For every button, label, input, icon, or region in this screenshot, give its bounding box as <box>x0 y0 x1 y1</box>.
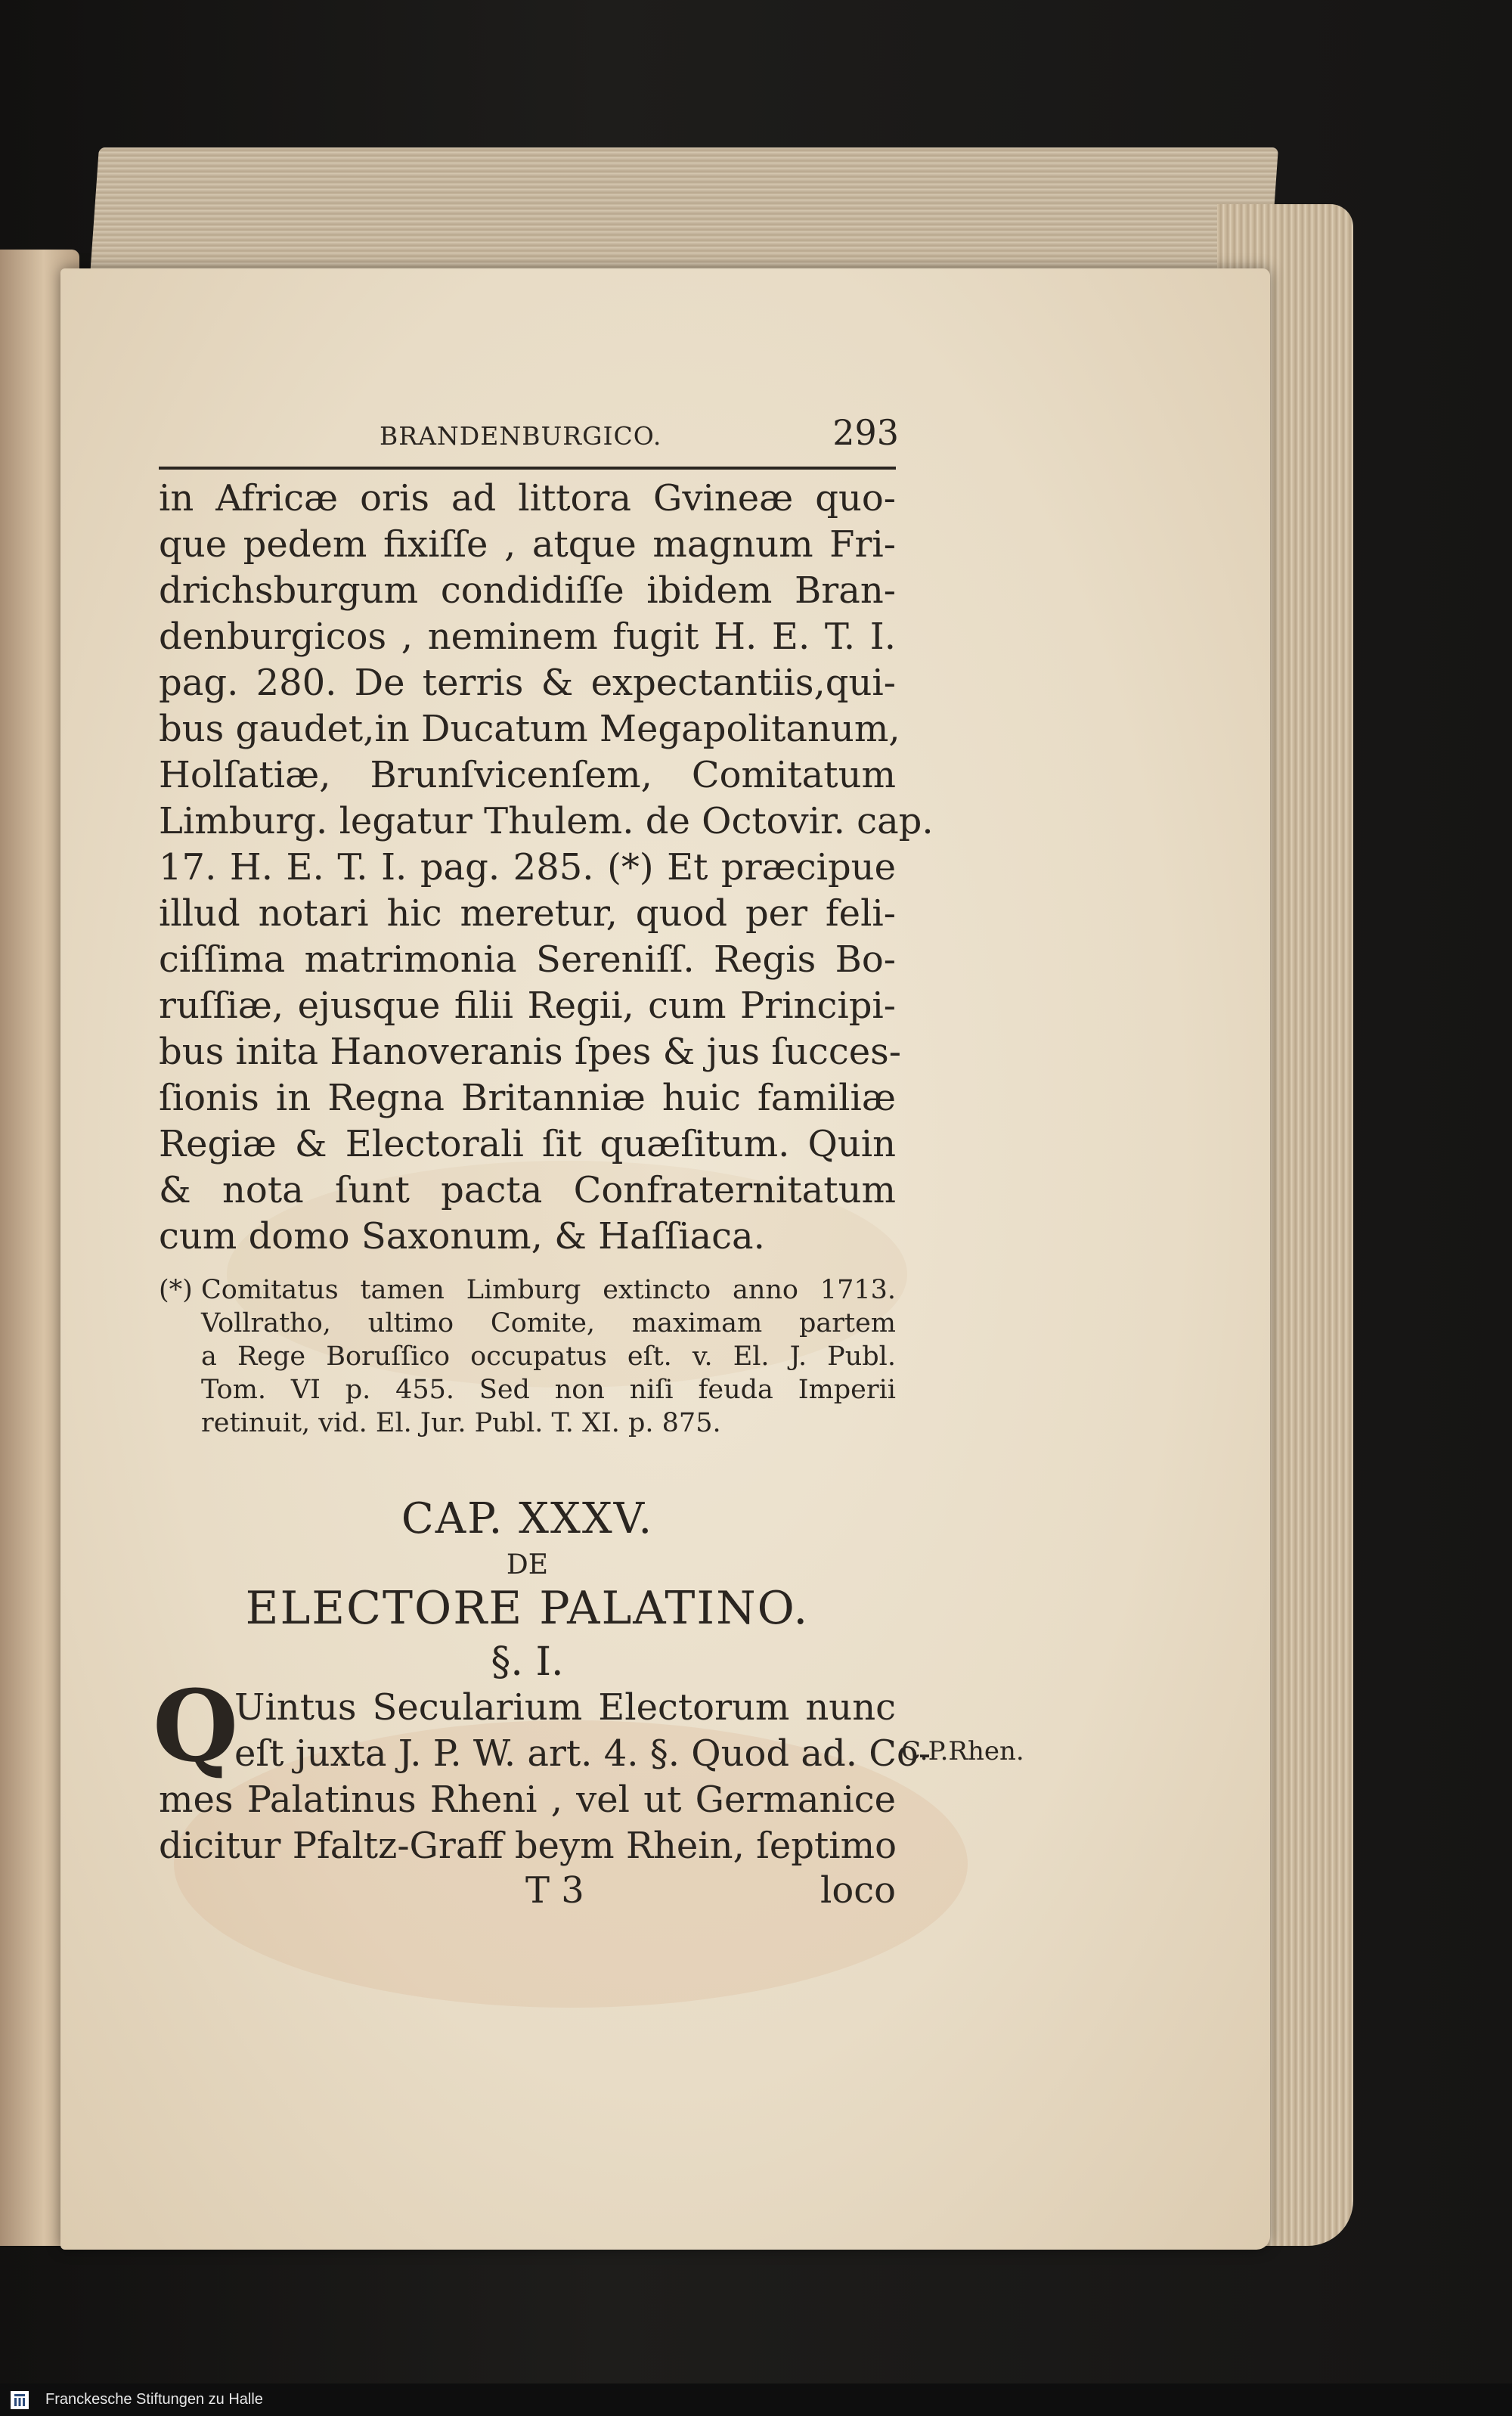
text-line: bus inita Hanoveranis ſpes & jus ſucces- <box>159 1031 902 1073</box>
chapter-de: DE <box>506 1549 549 1580</box>
header-rule <box>159 467 896 470</box>
first-paragraph <box>153 1668 931 1869</box>
text-line: Uintus Secularium Electorum nunc <box>234 1686 896 1729</box>
footer-bar <box>0 2383 1512 2416</box>
text-line: denburgicos , neminem fugit H. E. T. I. <box>159 616 896 658</box>
text-line: ciſſima matrimonia Sereniſſ. Regis Bo- <box>159 938 896 981</box>
running-head-title: BRANDENBURGICO. <box>380 421 662 451</box>
margin-note: C.P.Rhen. <box>901 1736 1024 1766</box>
chapter-title: CAP. XXXV. <box>401 1494 654 1543</box>
chapter-subject: ELECTORE PALATINO. <box>245 1582 810 1635</box>
text-line: & nota ſunt pacta Confraternitatum <box>159 1169 896 1211</box>
footnote <box>159 1273 896 1440</box>
text-line: ſionis in Regna Britanniæ huic familiæ <box>159 1077 896 1119</box>
section-mark: §. I. <box>491 1639 564 1685</box>
drop-cap: Q <box>153 1668 239 1784</box>
text-line: drichsburgum condidiſſe ibidem Bran- <box>159 569 896 612</box>
footnote-marker: (*) <box>159 1275 193 1305</box>
text-line: Limburg. legatur Thulem. de Octovir. cap. <box>159 800 934 842</box>
text-line: Holſatiæ, Brunſvicenſem, Comitatum <box>159 754 896 796</box>
footnote-line: Tom. VI p. 455. Sed non niſi feuda Imperii <box>201 1375 896 1405</box>
catchword: loco <box>820 1869 896 1912</box>
footnote-line: a Rege Boruſſico occupatus eſt. v. El. J. Publ. <box>201 1341 896 1372</box>
signature-row <box>159 1869 896 1913</box>
text-line: eſt juxta J. P. W. art. 4. §. Quod ad. Co- <box>234 1732 931 1775</box>
text-line: in Africæ oris ad littora Gvineæ quo- <box>159 477 896 519</box>
text-line: bus gaudet,in Ducatum Megapolitanum, <box>159 708 900 750</box>
text-line: pag. 280. De terris & expectantiis,qui- <box>159 662 896 704</box>
text-line: illud notari hic meretur, quod per feli- <box>159 892 896 935</box>
main-text <box>159 476 934 1260</box>
institution-logo-icon <box>9 2390 30 2411</box>
text-line: 17. H. E. T. I. pag. 285. (*) Et præcipue <box>159 846 896 889</box>
text-line: ruſſiæ, ejusque filii Regii, cum Principi- <box>159 985 896 1027</box>
text-line: que pedem fixiſſe , atque magnum Fri- <box>159 523 896 566</box>
text-block <box>153 412 934 1913</box>
signature-mark: T 3 <box>525 1869 584 1912</box>
running-head <box>159 412 899 467</box>
page-number: 293 <box>832 412 899 453</box>
footer-credit: Franckesche Stiftungen zu Halle <box>45 2391 263 2408</box>
text-line: cum domo Saxonum, & Haſſiaca. <box>159 1215 765 1258</box>
text-line: mes Palatinus Rheni , vel ut Germanice <box>159 1779 896 1821</box>
footnote-line: Vollratho, ultimo Comite, maximam partem <box>201 1308 896 1338</box>
text-line: dicitur Pfaltz-Graff beym Rhein, ſeptimo <box>159 1825 897 1867</box>
page-stack-top <box>90 147 1278 276</box>
text-line: Regiæ & Electorali ſit quæſitum. Quin <box>159 1123 896 1165</box>
footnote-line: Comitatus tamen Limburg extincto anno 1713. <box>201 1275 896 1305</box>
footnote-line: retinuit, vid. El. Jur. Publ. T. XI. p. 875. <box>201 1408 721 1438</box>
